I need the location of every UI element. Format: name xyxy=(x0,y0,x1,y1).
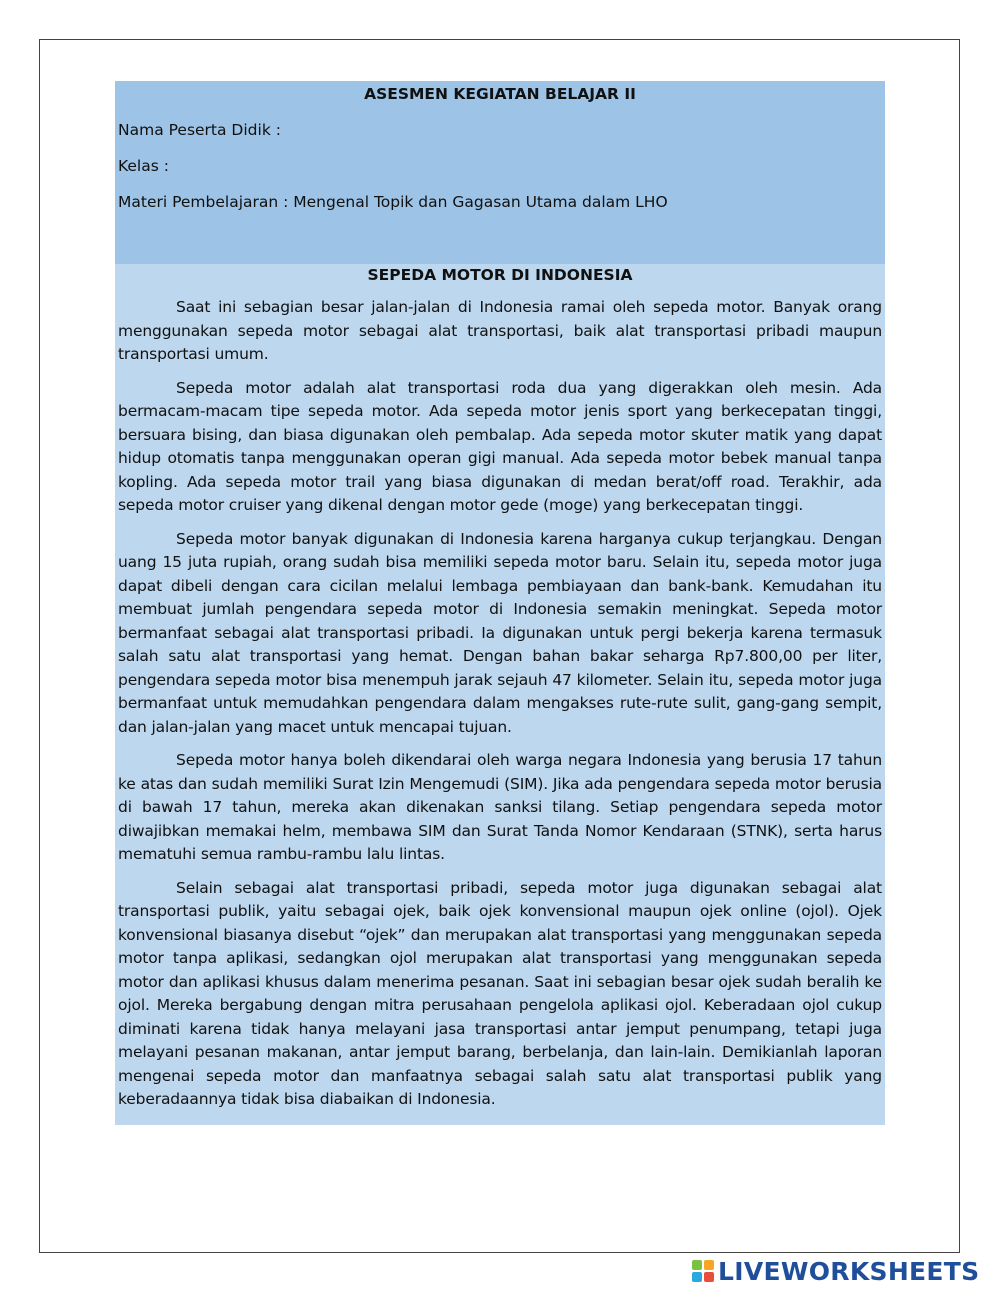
article-paragraph: Sepeda motor adalah alat transportasi roda dua yang digerakkan oleh mesin. Ada bermacam-macam tipe sepeda motor. Ada sepeda motor jenis sport yang berkecepatan tinggi, bersuara bising, dan biasa digunakan oleh pembalap. Ada sepeda motor skuter matik yang dapat hidup otomatis tanpa menggunakan operan gigi manual. Ada sepeda motor bebek manual tanpa kopling. Ada sepeda motor trail yang biasa digunakan di medan berat/off road. Terakhir, ada sepeda motor cruiser yang dikenal dengan motor gede (moge) yang berkecepatan tinggi. xyxy=(118,378,882,514)
article xyxy=(115,264,885,1125)
student-name-label: Nama Peserta Didik : xyxy=(118,121,281,139)
article-paragraph: Saat ini sebagian besar jalan-jalan di Indonesia ramai oleh sepeda motor. Banyak orang menggunakan sepeda motor sebagai alat transportasi, baik alat transportasi pribadi maupun transportasi umum. xyxy=(118,298,882,363)
assessment-title: ASESMEN KEGIATAN BELAJAR II xyxy=(364,85,636,103)
class-label: Kelas : xyxy=(118,157,169,175)
article-title: SEPEDA MOTOR DI INDONESIA xyxy=(367,266,633,284)
article-paragraph: Selain sebagai alat transportasi pribadi, sepeda motor juga digunakan sebagai alat transportasi publik, yaitu sebagai ojek, baik ojek konvensional maupun ojek online (ojol). Ojek konvensional biasanya disebut “ojek” dan merupakan alat transportasi yang menggunakan sepeda motor tanpa aplikasi, sedangkan ojol merupakan alat transportasi yang menggunakan sepeda motor dan aplikasi khusus dalam menerima pesanan. Saat ini sebagian besar ojek sudah beralih ke ojol. Mereka bergabung dengan mitra perusahaan pengelola aplikasi ojol. Keberadaan ojol cukup diminati karena tidak hanya melayani jasa transportasi antar jemput penumpang, tetapi juga melayani pesanan makanan, antar jemput barang, berbelanja, dan lain-lain. Demikianlah laporan mengenai sepeda motor dan manfaatnya sebagai salah satu alat transportasi publik yang keberadaannya tidak bisa diabaikan di Indonesia. xyxy=(118,878,882,1108)
article-paragraph: Sepeda motor banyak digunakan di Indonesia karena harganya cukup terjangkau. Dengan uang 15 juta rupiah, orang sudah bisa memiliki sepeda motor baru. Selain itu, sepeda motor juga dapat dibeli dengan cara cicilan melalui lembaga pembiayaan dan bank-bank. Kemudahan itu membuat jumlah pengendara sepeda motor di Indonesia semakin meningkat. Sepeda motor bermanfaat sebagai alat transportasi pribadi. Ia digunakan untuk pergi bekerja karena termasuk salah satu alat transportasi yang hemat. Dengan bahan bakar seharga Rp7.800,00 per liter, pengendara sepeda motor bisa menempuh jarak sejauh 47 kilometer. Selain itu, sepeda motor juga bermanfaat untuk memudahkan pengendara dalam mengakses rute-rute sulit, gang-gang sempit, dan jalan-jalan yang macet untuk mencapai tujuan. xyxy=(118,529,882,736)
article-paragraph: Sepeda motor hanya boleh dikendarai oleh warga negara Indonesia yang berusia 17 tahun ke atas dan sudah memiliki Surat Izin Mengemudi (SIM). Jika ada pengendara sepeda motor berusia di bawah 17 tahun, mereka akan dikenakan sanksi tilang. Setiap pengendara sepeda motor diwajibkan memakai helm, membawa SIM dan Surat Tanda Nomor Kendaraan (STNK), serta harus mematuhi semua rambu-rambu lalu lintas. xyxy=(118,751,882,863)
liveworksheets-logo-text: LIVEWORKSHEETS xyxy=(718,1256,980,1286)
material-label: Materi Pembelajaran : Mengenal Topik dan Gagasan Utama dalam LHO xyxy=(118,193,668,211)
liveworksheets-logo[interactable] xyxy=(692,1258,979,1284)
liveworksheets-logo-icon xyxy=(692,1260,714,1282)
assessment-header xyxy=(115,81,885,264)
